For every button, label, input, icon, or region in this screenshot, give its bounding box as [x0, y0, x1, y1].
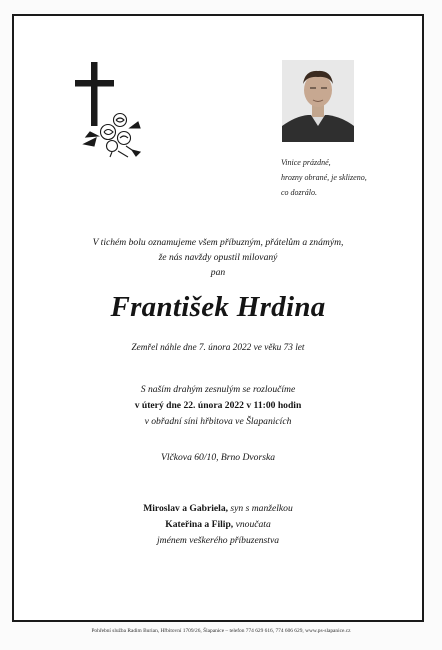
announcement-line: V tichém bolu oznamujeme všem příbuzným, přátelům a známým, [92, 237, 344, 248]
announcement [14, 235, 422, 280]
verse-line: hrozny obrané, je sklizeno, [281, 173, 367, 182]
death-date-line: Zemřel náhle dne 7. února 2022 ve věku 73 let [131, 343, 305, 353]
ceremony-info [14, 382, 422, 430]
mourner-names: Miroslav a Gabriela, [143, 503, 229, 514]
portrait-photo [282, 60, 354, 142]
funeral-service-footer: Pohřební služba Radim Burian, Hřbitovní 1709/26, Šlapanice – telefon 774 629 616, 774 606 629, www.ps-slapanice.cz [91, 628, 351, 634]
mourners-closing: jménem veškerého příbuzenstva [156, 535, 280, 546]
announcement-line: pan [210, 267, 226, 278]
mourner-relation: vnoučata [233, 519, 271, 530]
ceremony-location: v obřadní síni hřbitova ve Šlapanicích [144, 416, 292, 427]
verse [281, 155, 367, 200]
mourner-names: Kateřina a Filip, [165, 519, 234, 530]
mourner-line [14, 517, 422, 533]
ceremony-intro: S naším drahým zesnulým se rozloučíme [140, 384, 296, 395]
mourners [14, 501, 422, 549]
verse-line: co dozrálo. [281, 188, 317, 197]
verse-line: Vinice prázdné, [281, 158, 331, 167]
obituary-notice [12, 14, 424, 622]
mourner-line [14, 501, 422, 517]
announcement-line: že nás navždy opustil milovaný [158, 252, 278, 263]
cross-with-roses-icon [74, 58, 144, 158]
ceremony-datetime: v úterý dne 22. února 2022 v 11:00 hodin [134, 400, 302, 411]
mourner-address: Vlčkova 60/10, Brno Dvorska [160, 452, 276, 463]
deceased-name: František Hrdina [110, 291, 326, 323]
mourner-relation: syn s manželkou [228, 503, 293, 514]
